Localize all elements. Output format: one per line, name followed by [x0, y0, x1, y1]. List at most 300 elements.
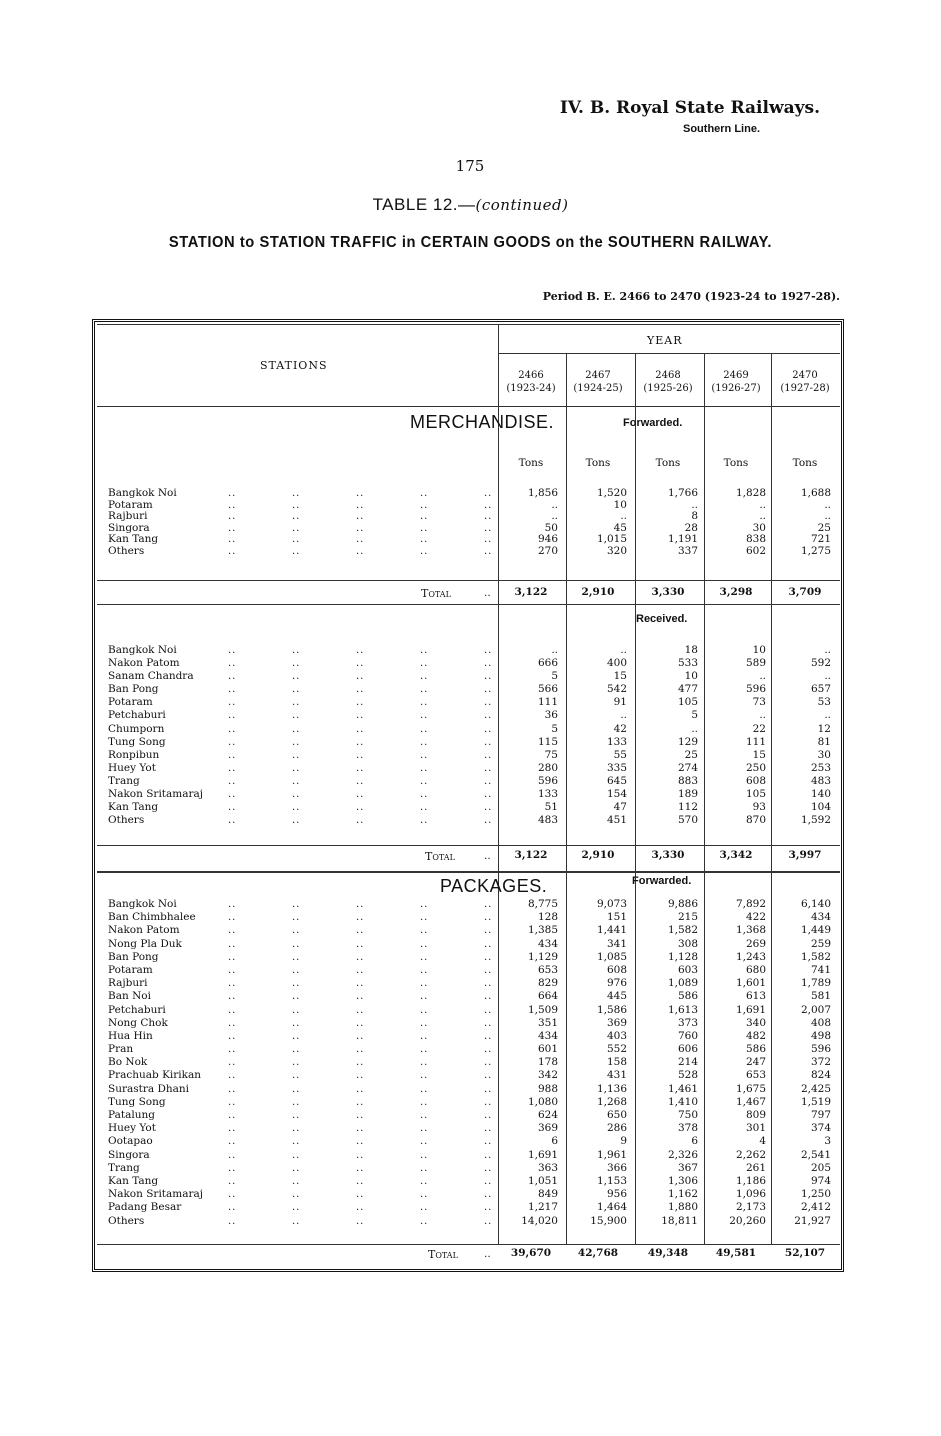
table-cell: 351 — [537, 1016, 558, 1029]
dot-leader: .. — [228, 545, 237, 557]
packages-heading: PACKAGES. — [440, 876, 548, 896]
dot-leader: .. — [292, 1162, 301, 1174]
dot-leader: .. — [292, 1017, 301, 1029]
table-cell: 363 — [537, 1161, 558, 1174]
table-title: STATION to STATION TRAFFIC in CERTAIN GOODS on the SOUTHERN RAILWAY. — [168, 234, 773, 251]
table-cell: 434 — [810, 911, 831, 924]
table-cell: 1,461 — [667, 1082, 698, 1095]
table-cell: .. — [551, 644, 558, 656]
value-column — [498, 488, 558, 558]
dot-leader: .. — [484, 749, 493, 761]
table-cell: 105 — [745, 788, 766, 801]
total-cell: 3,122 — [514, 586, 548, 598]
table-cell: 533 — [677, 657, 698, 670]
table-cell: 1,828 — [735, 487, 766, 499]
table-cell: 542 — [606, 683, 627, 696]
table-cell: 431 — [606, 1069, 627, 1082]
dot-leader: .. — [356, 534, 365, 546]
horizontal-rule — [498, 353, 840, 354]
dot-leader: .. — [356, 1070, 365, 1082]
total-cell: 3,330 — [651, 586, 685, 598]
table-cell: 133 — [537, 788, 558, 801]
table-cell: 829 — [537, 977, 558, 990]
dot-leader: .. — [484, 1175, 493, 1187]
station-name: Kan Tang — [108, 533, 159, 546]
year-column-header — [770, 369, 840, 395]
station-name: Padang Besar — [108, 1201, 182, 1214]
table-cell: 1,467 — [735, 1095, 766, 1108]
dot-leader: .. — [292, 1123, 301, 1135]
table-cell: 6 — [691, 1135, 698, 1148]
dot-leader: .. — [228, 723, 237, 735]
table-cell: 988 — [537, 1082, 558, 1095]
station-name: Sanam Chandra — [108, 670, 194, 683]
dot-leader: .. — [420, 991, 429, 1003]
dot-leader: .. — [420, 802, 429, 814]
station-list — [108, 644, 228, 827]
dot-leader: .. — [420, 488, 429, 499]
dot-leader: .. — [356, 710, 365, 722]
dot-leader-column — [420, 898, 428, 1228]
dot-leader: .. — [356, 1202, 365, 1214]
table-cell: 1,243 — [735, 950, 766, 963]
table-cell: 51 — [544, 801, 558, 814]
table-cell: 25 — [817, 521, 831, 534]
dot-leader: .. — [228, 1189, 237, 1201]
dot-leader-column — [292, 644, 300, 827]
table-cell: 797 — [810, 1109, 831, 1121]
dot-leader: .. — [420, 684, 429, 696]
dot-leader: .. — [420, 1215, 429, 1227]
table-cell: 2,326 — [667, 1148, 698, 1161]
table-cell: 53 — [817, 696, 831, 709]
table-cell: .. — [759, 510, 766, 523]
table-cell: 1,592 — [800, 814, 831, 827]
dot-leader: .. — [228, 736, 237, 748]
table-cell: 274 — [677, 761, 698, 774]
table-cell: 45 — [613, 521, 627, 534]
table-cell: 9,073 — [596, 898, 627, 910]
dot-leader: .. — [420, 545, 429, 557]
total-cell: 3,330 — [651, 849, 685, 861]
dot-leader: .. — [356, 522, 365, 534]
dot-leader: .. — [420, 645, 429, 656]
table-cell: 653 — [537, 963, 558, 976]
station-list — [108, 488, 228, 558]
horizontal-rule — [97, 406, 840, 407]
dot-leader: .. — [484, 1004, 493, 1016]
table-cell: .. — [759, 670, 766, 683]
table-cell: 36 — [544, 709, 558, 722]
merchandise-forwarded-label: Forwarded. — [623, 417, 683, 429]
table-cell: .. — [620, 510, 627, 523]
dot-leader: .. — [420, 951, 429, 963]
dot-leader: .. — [228, 1096, 237, 1108]
dot-leader: .. — [420, 736, 429, 748]
dot-leader: .. — [356, 1175, 365, 1187]
total-cell: 42,768 — [577, 1247, 619, 1259]
dot-leader: .. — [356, 671, 365, 683]
table-cell: 1,789 — [800, 977, 831, 990]
station-name: Nakon Sritamaraj — [108, 788, 204, 801]
dot-leader: .. — [356, 964, 365, 976]
table-cell: 320 — [606, 544, 627, 557]
table-cell: 1,250 — [800, 1188, 831, 1201]
table-cell: 1,766 — [667, 487, 698, 499]
dot-leader: .. — [228, 1017, 237, 1029]
table-cell: 2,173 — [735, 1201, 766, 1214]
dot-leader: .. — [484, 723, 493, 735]
table-cell: 105 — [677, 696, 698, 709]
table-cell: 151 — [606, 911, 627, 924]
table-cell: 340 — [745, 1016, 766, 1029]
total-dots: .. — [484, 1248, 491, 1260]
table-cell: 8,775 — [527, 898, 558, 910]
station-name: Tung Song — [108, 1095, 166, 1108]
table-cell: 280 — [537, 761, 558, 774]
dot-leader: .. — [292, 951, 301, 963]
table-cell: .. — [824, 709, 831, 722]
station-name: Nakon Patom — [108, 924, 180, 937]
dot-leader: .. — [228, 1004, 237, 1016]
table-cell: 366 — [606, 1161, 627, 1174]
dot-leader: .. — [420, 1123, 429, 1135]
dot-leader: .. — [484, 912, 493, 924]
table-cell: 1,089 — [667, 977, 698, 990]
dot-leader: .. — [292, 938, 301, 950]
table-cell: 215 — [677, 911, 698, 924]
table-cell: 483 — [810, 774, 831, 787]
table-cell: 42 — [613, 722, 627, 735]
station-name: Singora — [108, 1148, 150, 1161]
dot-leader: .. — [356, 899, 365, 910]
dot-leader: .. — [292, 1189, 301, 1201]
dot-leader: .. — [292, 658, 301, 670]
table-cell: 974 — [810, 1174, 831, 1187]
year-column-header — [496, 369, 566, 395]
table-cell: .. — [759, 709, 766, 722]
station-name: Kan Tang — [108, 801, 159, 814]
station-name: Chumporn — [108, 722, 165, 735]
dot-leader: .. — [420, 899, 429, 910]
table-cell: 624 — [537, 1109, 558, 1121]
station-name: Nong Chok — [108, 1016, 168, 1029]
dot-leader: .. — [420, 710, 429, 722]
dot-leader: .. — [292, 723, 301, 735]
table-cell: 335 — [606, 761, 627, 774]
dot-leader: .. — [228, 1083, 237, 1095]
station-name: Ronpibun — [108, 748, 160, 761]
table-cell: 664 — [537, 990, 558, 1003]
table-cell: 2,007 — [800, 1003, 831, 1016]
dot-leader-column — [356, 644, 364, 827]
dot-leader: .. — [292, 1149, 301, 1161]
table-cell: 81 — [817, 735, 831, 748]
dot-leader: .. — [292, 802, 301, 814]
dot-leader: .. — [356, 511, 365, 523]
total-cell: 39,670 — [510, 1247, 552, 1259]
table-cell: 838 — [745, 533, 766, 546]
table-cell: 5 — [691, 709, 698, 722]
station-name: Huey Yot — [108, 761, 156, 774]
table-cell: 422 — [745, 911, 766, 924]
station-name: Bo Nok — [108, 1056, 148, 1069]
table-cell: 128 — [537, 911, 558, 924]
table-cell: 189 — [677, 788, 698, 801]
dot-leader: .. — [292, 645, 301, 656]
table-cell: 1,385 — [527, 924, 558, 937]
dot-leader: .. — [420, 978, 429, 990]
year-column-header — [633, 369, 703, 395]
table-cell: 10 — [684, 670, 698, 683]
total-cell: 2,910 — [581, 849, 615, 861]
dot-leader: .. — [292, 1083, 301, 1095]
table-cell: 337 — [677, 544, 698, 557]
dot-leader: .. — [228, 762, 237, 774]
station-name: Tung Song — [108, 735, 166, 748]
dot-leader: .. — [228, 671, 237, 683]
table-cell: 91 — [613, 696, 627, 709]
table-cell: 1,520 — [596, 487, 627, 499]
table-cell: 214 — [677, 1056, 698, 1069]
table-cell: 1,268 — [596, 1095, 627, 1108]
dot-leader: .. — [228, 912, 237, 924]
table-cell: 1,509 — [527, 1003, 558, 1016]
table-cell: 596 — [745, 683, 766, 696]
dot-leader: .. — [356, 736, 365, 748]
dot-leader: .. — [292, 511, 301, 523]
table-cell: 603 — [677, 963, 698, 976]
table-cell: 1,015 — [596, 533, 627, 546]
dot-leader: .. — [484, 1189, 493, 1201]
horizontal-rule — [97, 324, 840, 325]
year-column-header — [563, 369, 633, 395]
station-name: Bangkok Noi — [108, 487, 177, 499]
table-cell: 498 — [810, 1029, 831, 1042]
station-name: Patalung — [108, 1109, 155, 1121]
dot-leader: .. — [356, 499, 365, 511]
station-name: Others — [108, 1214, 145, 1227]
dot-leader: .. — [356, 991, 365, 1003]
table-cell: 259 — [810, 937, 831, 950]
table-cell: 73 — [752, 696, 766, 709]
table-cell: 608 — [606, 963, 627, 976]
dot-leader: .. — [228, 1030, 237, 1042]
table-cell: 477 — [677, 683, 698, 696]
dot-leader: .. — [484, 899, 493, 910]
table-cell: 115 — [537, 735, 558, 748]
station-name: Ban Pong — [108, 950, 159, 963]
dot-leader: .. — [228, 684, 237, 696]
dot-leader: .. — [420, 1162, 429, 1174]
dot-leader: .. — [484, 1162, 493, 1174]
table-cell: 7,892 — [735, 898, 766, 910]
vertical-rule — [635, 353, 636, 1244]
horizontal-rule — [97, 1244, 840, 1245]
value-column — [567, 898, 627, 1228]
table-cell: 104 — [810, 801, 831, 814]
table-cell: 133 — [606, 735, 627, 748]
table-cell: 1,856 — [527, 487, 558, 499]
table-cell: 1,128 — [667, 950, 698, 963]
table-cell: 1,191 — [667, 533, 698, 546]
value-column — [638, 644, 698, 827]
dot-leader: .. — [292, 815, 301, 827]
table-cell: 15,900 — [590, 1214, 627, 1227]
dot-leader: .. — [228, 1110, 237, 1121]
table-cell: 601 — [537, 1043, 558, 1056]
dot-leader-column — [292, 898, 300, 1228]
table-cell: 269 — [745, 937, 766, 950]
dot-leader: .. — [356, 802, 365, 814]
station-name: Petchaburi — [108, 1003, 166, 1016]
dot-leader: .. — [484, 1202, 493, 1214]
dot-leader: .. — [356, 723, 365, 735]
dot-leader: .. — [484, 1149, 493, 1161]
table-cell: 883 — [677, 774, 698, 787]
merchandise-forwarded-total-label: Total — [421, 587, 451, 600]
dot-leader: .. — [484, 815, 493, 827]
dot-leader: .. — [356, 938, 365, 950]
dot-leader: .. — [484, 1017, 493, 1029]
dot-leader: .. — [484, 802, 493, 814]
dot-leader: .. — [484, 499, 493, 511]
dot-leader: .. — [356, 749, 365, 761]
dot-leader: .. — [292, 710, 301, 722]
table-cell: 6 — [551, 1135, 558, 1148]
total-cell: 3,997 — [788, 849, 822, 861]
dot-leader: .. — [484, 511, 493, 523]
table-cell: 1,306 — [667, 1174, 698, 1187]
dot-leader: .. — [356, 775, 365, 787]
table-cell: 596 — [537, 774, 558, 787]
table-cell: 592 — [810, 657, 831, 670]
dot-leader: .. — [292, 1110, 301, 1121]
table-cell: 741 — [810, 963, 831, 976]
dot-leader: .. — [356, 488, 365, 499]
dot-leader: .. — [356, 1044, 365, 1056]
dot-leader: .. — [356, 1123, 365, 1135]
dot-leader: .. — [228, 522, 237, 534]
station-name: Nakon Patom — [108, 657, 180, 670]
dot-leader: .. — [356, 1017, 365, 1029]
horizontal-rule — [97, 845, 840, 846]
table-cell: 20,260 — [729, 1214, 766, 1227]
station-name: Trang — [108, 774, 140, 787]
table-cell: 47 — [613, 801, 627, 814]
table-cell: 14,020 — [521, 1214, 558, 1227]
station-name: Petchaburi — [108, 709, 166, 722]
table-cell: 1,368 — [735, 924, 766, 937]
dot-leader: .. — [484, 736, 493, 748]
dot-leader: .. — [484, 697, 493, 709]
table-cell: 10 — [752, 644, 766, 656]
table-cell: 1,691 — [527, 1148, 558, 1161]
table-cell: 378 — [677, 1122, 698, 1135]
table-cell: 3 — [824, 1135, 831, 1148]
dot-leader: .. — [228, 789, 237, 801]
value-column — [706, 644, 766, 827]
dot-leader: .. — [228, 1044, 237, 1056]
dot-leader: .. — [228, 1123, 237, 1135]
table-cell: 15 — [752, 748, 766, 761]
dot-leader: .. — [420, 1083, 429, 1095]
table-cell: 374 — [810, 1122, 831, 1135]
table-cell: 1,096 — [735, 1188, 766, 1201]
dot-leader-column — [484, 898, 492, 1228]
dot-leader: .. — [292, 991, 301, 1003]
table-cell: 2,541 — [800, 1148, 831, 1161]
total-dots: .. — [484, 850, 491, 862]
table-cell: 1,051 — [527, 1174, 558, 1187]
station-name: Potaram — [108, 696, 153, 709]
dot-leader: .. — [356, 1057, 365, 1069]
dot-leader: .. — [484, 1070, 493, 1082]
table-cell: 1,136 — [596, 1082, 627, 1095]
year-ce: (1927-28) — [780, 383, 830, 394]
dot-leader: .. — [292, 671, 301, 683]
dot-leader: .. — [356, 1136, 365, 1148]
dot-leader: .. — [420, 534, 429, 546]
dot-leader: .. — [228, 775, 237, 787]
table-cell: 1,085 — [596, 950, 627, 963]
table-cell: .. — [824, 670, 831, 683]
table-cell: 286 — [606, 1122, 627, 1135]
table-cell: 301 — [745, 1122, 766, 1135]
value-column — [638, 898, 698, 1228]
dot-leader: .. — [484, 1123, 493, 1135]
station-name: Others — [108, 814, 145, 827]
table-cell: 1,880 — [667, 1201, 698, 1214]
table-cell: .. — [691, 722, 698, 735]
table-cell: 570 — [677, 814, 698, 827]
table-cell: 9 — [620, 1135, 627, 1148]
table-cell: 1,582 — [667, 924, 698, 937]
table-cell: 111 — [537, 696, 558, 709]
dot-leader: .. — [420, 912, 429, 924]
table-cell: 30 — [817, 748, 831, 761]
value-column — [498, 898, 558, 1228]
dot-leader: .. — [420, 815, 429, 827]
table-cell: 1,217 — [527, 1201, 558, 1214]
dot-leader: .. — [228, 815, 237, 827]
year-ce: (1926-27) — [711, 383, 761, 394]
dot-leader: .. — [356, 951, 365, 963]
unit-label: Tons — [655, 457, 681, 469]
line-subtitle: Southern Line. — [683, 123, 760, 135]
table-cell: .. — [551, 498, 558, 511]
table-cell: 129 — [677, 735, 698, 748]
dot-leader: .. — [228, 710, 237, 722]
dot-leader: .. — [228, 1175, 237, 1187]
dot-leader: .. — [356, 1215, 365, 1227]
dot-leader: .. — [292, 499, 301, 511]
table-cell: 750 — [677, 1109, 698, 1121]
dot-leader: .. — [292, 522, 301, 534]
table-cell: 247 — [745, 1056, 766, 1069]
table-cell: 10 — [613, 498, 627, 511]
station-name: Ban Pong — [108, 683, 159, 696]
dot-leader-column — [356, 898, 364, 1228]
dot-leader: .. — [420, 1017, 429, 1029]
total-cell: 49,581 — [715, 1247, 757, 1259]
station-name: Nakon Sritamaraj — [108, 1188, 204, 1201]
table-cell: 30 — [752, 521, 766, 534]
value-column — [706, 488, 766, 558]
station-name: Nong Pla Duk — [108, 937, 182, 950]
station-name: Ban Noi — [108, 990, 151, 1003]
table-cell: 8 — [691, 510, 698, 523]
